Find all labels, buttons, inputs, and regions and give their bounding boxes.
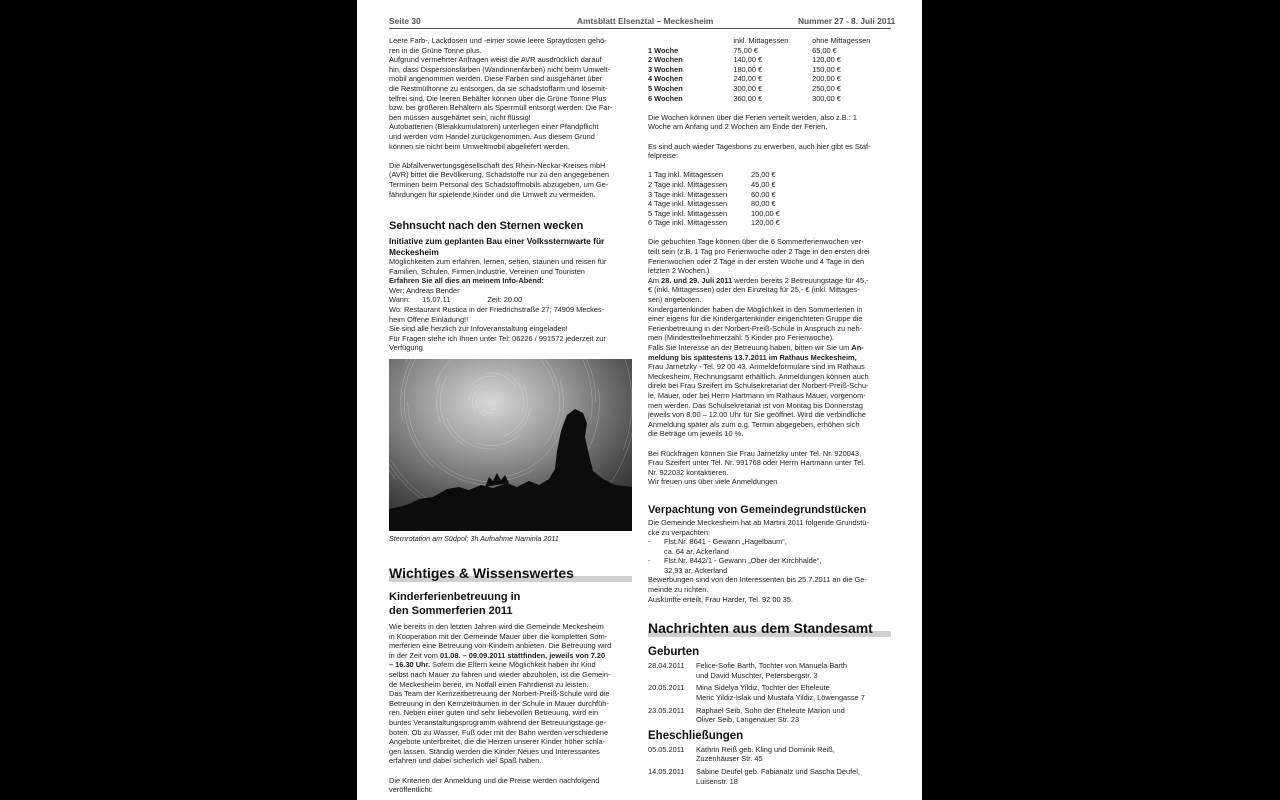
text-line: und werden vom Handel zurückgenommen. Aus diesem Grund [389,131,595,141]
price-cell: 150,00 € [812,64,841,74]
text-line: Ferienwochen oder 2 Tage in der ersten Woche und 4 Tage in den [648,256,865,266]
kriterien-paragraph [389,776,632,795]
text-line: Nr. 922032 kontaktieren. [648,467,729,477]
stars-subheading: Initiative zum geplanten Bau einer Volkssternwarte für Meckesheim [389,236,605,257]
entry-date: 28.04.2011 [648,661,685,671]
text-line: gen lassen. Ständig werden die Kinder Neues und Interessantes [389,746,600,756]
stars-text [389,257,632,276]
verpachtung-text-2 [648,575,891,604]
dates-prefix: in der Zeit vom [389,650,440,660]
text-line: Es sind auch wieder Tagesbons zu erwerben, auch hier gibt es Staf- [648,141,871,151]
day-price-cell: 80,00 € [751,199,776,209]
text-line: Kindergartenkinder haben die Möglichkeit in den Sommerferien in [648,304,863,314]
text-line: men werden. Das Schulsekretariat ist von Montag bis Donnerstag [648,400,863,410]
star-trail-image [389,359,632,531]
text-line: Anmeldung später als zum o.g. Termin abgegeben, erhöhen sich [648,419,860,429]
text-line: de Meckesheim bereit, im Notfall einen Fahrdienst zu leisten. [389,679,589,689]
text-line: ren. Neben einer guten und sehr liebevollen Betreuung, wird ein [389,708,599,718]
day-price-row [648,170,791,180]
text-line: mobil angenommen werden. Diese Farben sind ausgehärtet über [389,74,603,84]
price-cell: 140,00 € [733,55,763,65]
price-row-label: 2 Wochen [648,55,683,65]
wichtiges-heading: Wichtiges & Wissenswertes [389,565,574,582]
page-number: Seite 30 [389,16,421,26]
daybons-note [648,142,891,161]
price-row [648,46,891,56]
entry-text [696,706,891,725]
entry-line: Zuzenhäuser Str. 45 [696,754,763,764]
price-cell: 200,00 € [812,74,841,84]
price-header-row [648,36,891,46]
day-price-label: 2 Tage inkl. Mittagessen [648,179,728,189]
entry-text [696,661,891,680]
text-line: Verfügung [389,343,423,353]
text-line: Bei Rückfragen können Sie Frau Jarnetzky unter Tel. Nr. 920043, [648,448,862,458]
registry-entry [648,745,891,764]
verpachtung-heading: Verpachtung von Gemeindegrundstücken [648,503,867,516]
text-line: Möglichkeiten zum erfahren, lernen, sehen, staunen und reisen für [389,257,607,267]
day-price-row [648,209,791,219]
entry-text [696,767,891,786]
entry-line: Mina Sidelya Yildiz, Tochter der Eheleute [696,683,830,693]
price-cell: 240,00 € [733,74,763,84]
text-line: (AVR) bittet die Bevölkerung, Schadstoffe nur zu den angegebenen [389,170,609,180]
text-line: Die Abfallverwertungsgesellschaft des Rhein-Neckar-Kreises mbH [389,160,606,170]
weekly-price-table [648,36,891,103]
text-line: Die Wochen können über die Ferien verteilt werden, also z.B.: 1 [648,112,857,122]
price-cell: 300,00 € [812,93,841,103]
price-cell: 65,00 € [812,45,837,55]
entry-date: 05.05.2011 [648,744,685,754]
day-price-label: 5 Tage inkl. Mittagessen [648,208,728,218]
text-line: boten. Ob zu Wasser, Fuß oder mit der Bahn werden verschiedene [389,727,609,737]
day-price-table [648,170,791,228]
entry-date: 14.05.2011 [648,767,685,776]
text-line: Angebote unterbreitet, die die Herzen unserer Kinder höher schla- [389,737,606,747]
price-cell: 250,00 € [812,83,841,93]
entry-line: Sabine Deufel geb. Fabianatz und Sascha Deufel, [696,767,860,776]
ferien-paragraph [389,622,632,651]
entry-line: Meric Yildiz-Islak und Mustafa Yildiz, Löwengasse 7 [696,693,865,703]
item-line: ca. 64 ar, Ackerland [664,546,729,556]
text-line: Wie bereits in den letzten Jahren wird die Gemeinde Meckesheim [389,622,604,632]
publication-title: Amtsblatt Elsenztal – Meckesheim [577,16,714,26]
stars-when [389,295,632,305]
text-line: Auskünfte erteilt, Frau Harder, Tel. 92 00 35. [648,594,793,604]
falls-line [648,343,891,353]
text-line: men (Mindestteilnehmerzahl: 5 Kinder pro Ferienwoche). [648,333,835,343]
text-line: erfahren und dabei sicherlich viel Spaß haben. [389,756,542,766]
registry-entry [648,767,891,786]
am-line [648,276,891,286]
text-line: jeweils von 8.00 – 12.00 Uhr für Sie geöffnet. Wird die verbindliche [648,410,867,420]
verpachtung-item [648,537,891,556]
price-row [648,55,891,65]
text-line: buntes Veranstaltungsprogramm während der Betreuungstage ge- [389,717,606,727]
am-prefix: Am [648,275,662,285]
entry-text [696,745,891,764]
text-line: Für Fragen stehe ich Ihnen unter Tel: 06226 / 991572 jederzeit zur [389,333,606,343]
text-line: Frau Jarnetzky - Tel. 92 00 43. Anmeldeformulare sind im Rathaus [648,362,865,372]
price-row-label: 3 Wochen [648,64,683,74]
text-line: Leere Farb-, Lackdosen und -eimer sowie leere Spraydosen gehö- [389,36,607,45]
day-price-label: 4 Tage inkl. Mittagessen [648,199,728,209]
text-line: Meckesheim, Rechnungsamt erhältlich. Anmeldungen können auch [648,371,869,381]
when-time: Zeit: 20.00 [487,295,523,305]
weeks-note [648,113,891,132]
text-line: direkt bei Frau Szeifert im Schulsekretariat der Norbert-Preiß-Schu- [648,381,869,391]
price-row [648,74,891,84]
deadline-line: meldung bis spätestens 13.7.2011 im Rathaus Meckesheim, [648,352,857,362]
entry-text [696,683,891,702]
star-trail-photo [389,359,632,531]
price-cell: 120,00 € [812,55,841,65]
avr-paragraph [389,161,632,199]
price-column-header: inkl. Mittagessen [733,36,789,45]
item-line: Flst.Nr. 8442/1 - Gewann „Ober der Kirchhalde“, [664,556,822,566]
text-line: € (inkl. Mittagessen) oder den Einzeltag für 25,- € (inkl. Mittages- [648,285,860,295]
price-column-header: ohne Mittagessen [812,36,871,45]
text-line: telfrei sind. Die leeren Behälter können über die Grüne Tonne Plus [389,93,607,103]
text-line: können sie nicht beim Umweltmobil abgeliefert werden. [389,141,570,151]
left-column [389,36,632,795]
ferien-heading-1: Kinderferienbetreuung in [389,591,521,604]
ferien-time-line [389,660,632,670]
day-price-cell: 100,00 € [751,208,780,218]
am-suffix: werden bereits 2 Betreuungstage für 45,- [732,275,869,285]
header-rule [389,28,891,29]
when-date: 15.07.11 [422,295,451,305]
stars-text-2 [389,305,632,353]
right-column [648,36,891,789]
price-cell: 180,00 € [733,64,763,74]
price-row [648,84,891,94]
item-line: Flst.Nr. 8641 - Gewann „Hagelbaum“, [664,537,787,547]
stars-heading: Sehnsucht nach den Sternen wecken [389,220,584,233]
text-line: Woche am Anfang und 2 Wochen am Ende der Ferien. [648,122,828,132]
text-line: selbst nach Mauer zu fahren und wieder abzuholen, ist die Gemein- [389,670,611,679]
time-rest: Sofern die Eltern keine Möglichkeit haben ihr Kind [430,660,596,670]
photo-caption: Sternrotation am Südpol; 3h Aufnahme Naminla 2011 [389,534,559,544]
day-price-cell: 45,00 € [751,179,776,189]
newspaper-page [357,0,922,800]
day-price-row [648,218,791,228]
dates-bold: 01.08. – 09.09.2011 stattfinden, jeweils von 7.20 [439,650,606,660]
falls-prefix: Falls Sie Interesse an der Betreuung haben, bitten wir Sie um [648,343,852,352]
text-line: Die gebuchten Tage können über die 6 Sommerferienwochen ver- [648,237,864,247]
entry-line: Kathrin Reiß geb. Kling und Dominik Reiß, [696,744,835,754]
falls-paragraph-rest [648,362,891,439]
text-line: die Restmülltonne zu entsorgen, da sie schadstoffarm und lösemit- [389,83,608,93]
entry-line: Raphael Seib, Sohn der Eheleute Marion und [696,705,845,715]
text-line: sen) angeboten. [648,295,702,305]
text-line: merferien eine Betreuung von Kindern anbieten. Die Betreuung wird [389,641,612,651]
am-paragraph-rest [648,285,891,343]
price-cell: 75,00 € [733,45,758,55]
day-price-row [648,190,791,200]
item-line: 32,93 ar, Ackerland [664,565,728,575]
text-line: ben müssen ausgehärtet sein, nicht flüssig! [389,112,531,122]
price-row-label: 5 Wochen [648,83,683,93]
text-line: Aufgrund vermehrter Anfragen weist die AVR ausdrücklich darauf [389,55,602,65]
text-line: hin, dass Dispersionsfarben (Wandinnenfarben) nicht beim Umwelt- [389,64,611,74]
registry-entry [648,706,891,725]
price-row [648,94,891,104]
standesamt-heading: Nachrichten aus dem Standesamt [648,620,873,637]
list-dash: - [648,556,651,566]
price-row-label: 1 Woche [648,45,679,55]
ehe-list [648,745,891,786]
ehe-heading: Eheschließungen [648,729,744,742]
text-line: Ferienbetreuung in der Norbert-Preiß-Schule in Anspruch zu neh- [648,323,863,333]
text-line: Betreuung in den Kernzeiträumen in der Schule in Mauer durchfüh- [389,698,609,708]
text-line: fährdungen für spielende Kinder und die Umwelt zu vermeiden. [389,189,596,199]
text-line: Sie sind alle herzlich zur Infoveranstaltung eingeladen! [389,324,568,334]
stars-who: Wer: Andreas Bender [389,285,460,295]
entry-line: Luisenstr. 18 [696,776,738,786]
issue-date: Nummer 27 - 8. Juli 2011 [798,16,896,26]
price-cell: 300,00 € [733,83,763,93]
text-line: teilt sein (z.B. 1 Tag pro Ferienwoche oder 2 Tage in den ersten drei [648,247,870,257]
text-line: Wir freuen uns über viele Anmeldungen [648,477,778,487]
when-label: Wann: [389,295,411,305]
list-dash: - [648,537,651,547]
stars-info-line: Erfahren Sie all dies an meinem Info-Abend: [389,276,544,286]
day-price-cell: 120,00 € [751,218,780,228]
rueckfragen-paragraph [648,449,891,487]
price-row [648,65,891,75]
verpachtung-item-text [664,537,891,556]
verpachtung-item [648,556,891,575]
day-price-row [648,199,791,209]
text-line: einer eigens für die Kindergartenkinder eingerichteten Gruppe die [648,314,863,324]
text-line: in Kooperation mit der Gemeinde Mauer über die kompletten Som- [389,631,608,641]
text-line: Das Team der Kernzeitbetreuung der Norbert-Preiß-Schule wird die [389,689,610,699]
text-line: Die Kriterien der Anmeldung und die Preise werden nachfolgend [389,775,600,785]
text-line: Familien, Schulen, Firmen,Industrie, Vereinen und Touristen [389,266,585,276]
price-row-label: 4 Wochen [648,74,683,84]
entry-line: Oliver Seib, Langenauer Str. 23 [696,715,800,725]
day-price-label: 3 Tage inkl. Mittagessen [648,189,728,199]
text-line: Terminen beim Personal des Schadstoffmobils abzugeben, um Ge- [389,179,609,189]
text-line: bzw. bei größeren Behältern als Sperrmüll entsorgt werden. Die Far- [389,103,613,113]
registry-entry [648,683,891,702]
geburten-heading: Geburten [648,646,700,659]
ferien-dates-line [389,651,632,661]
text-line: Autobatterien (Bleiakkumulatoren) unterliegen einer Pfandpflicht [389,122,599,132]
text-line: letzten 2 Wochen.) [648,266,710,276]
day-price-label: 1 Tag inkl. Mittagessen [648,170,724,180]
days-paragraph [648,237,891,275]
entry-date: 20.05.2011 [648,683,685,693]
day-price-row [648,180,791,190]
verpachtung-list [648,537,891,575]
text-line: le, Mauer, oder bei Herrn Hartmann im Rathaus Mauer, vorgenom- [648,390,866,400]
geburten-list [648,661,891,725]
verpachtung-text [648,518,891,537]
text-line: felpreise: [648,151,678,161]
ferien-heading-2: den Sommerferien 2011 [389,605,513,618]
time-bold: – 16.30 Uhr. [389,660,431,670]
price-cell: 360,00 € [733,93,763,103]
text-line: ren in die Grüne Tonne plus. [389,45,482,55]
text-line: veröffentlicht: [389,785,433,795]
text-line: Wo: Restaurant Rustica in der Friedrichstraße 27; 74909 Meckes- [389,305,605,315]
price-column-header [648,36,733,46]
text-line: heim Offene Einladung!! [389,314,469,324]
entry-line: Felice-Sofie Barth, Tochter von Manuela Barth [696,661,848,671]
entry-line: und David Muschter, Petersbergstr. 3 [696,670,818,680]
entry-date: 23.05.2011 [648,705,685,715]
day-price-cell: 60,00 € [751,189,776,199]
text-line: Die Gemeinde Meckesheim hat ab Martini 2011 folgende Grundstü- [648,517,869,527]
text-line: Bewerbungen sind von den Interessenten bis 25.7.2011 an die Ge- [648,575,867,585]
ferien-paragraph-rest [389,670,632,766]
price-row-label: 6 Wochen [648,93,683,103]
day-price-label: 6 Tage inkl. Mittagessen [648,218,728,228]
text-line: Frau Szeifert unter Tel. Nr. 991768 oder Herrn Hartmann unter Tel. [648,458,866,468]
registry-entry [648,661,891,680]
falls-bold: An- [851,343,864,352]
text-line: meinde zu richten. [648,585,709,595]
text-line: die Beträge um jeweils 10 %. [648,429,744,439]
am-dates: 28. und 29. Juli 2011 [661,275,733,285]
verpachtung-item-text [664,556,891,575]
day-price-cell: 25,00 € [751,170,776,180]
intro-paragraph [389,36,632,151]
text-line: cke zu verpachten: [648,527,711,537]
